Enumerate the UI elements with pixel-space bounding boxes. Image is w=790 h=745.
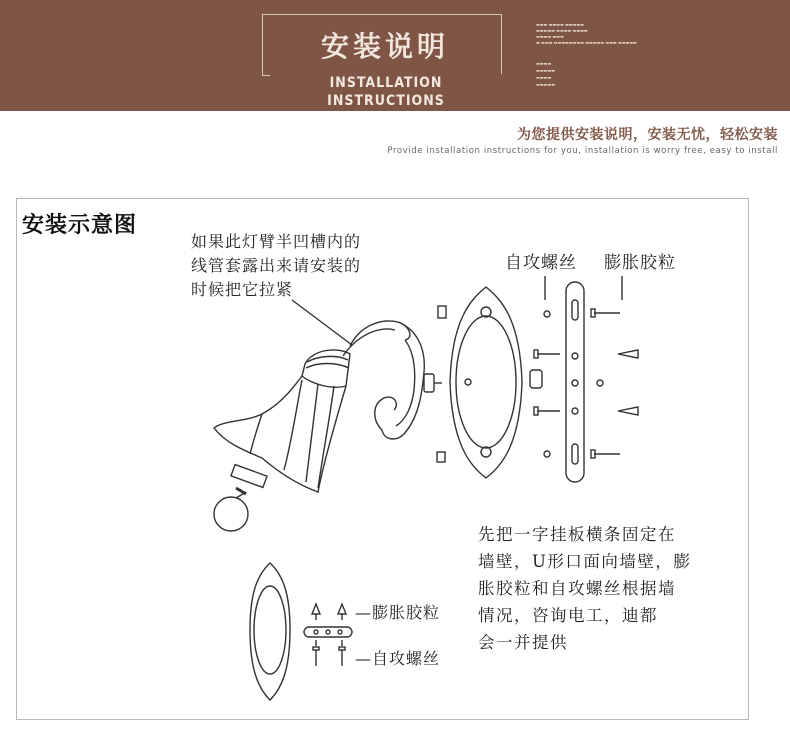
lamp-arm-upper <box>350 321 410 346</box>
mounting-note-line: 胀胶粒和自攻螺丝根据墙 <box>478 579 676 598</box>
lamp-arm-scroll <box>375 397 397 430</box>
small-screw-label: —自攻螺丝 <box>355 649 441 668</box>
nut-part <box>438 306 446 318</box>
lamp-arm-curve-inner <box>396 340 415 426</box>
nut-part <box>530 370 542 388</box>
decorative-text-block-2: ▬▬▬▬ ▬▬▬▬▬ ▬▬▬▬ ▬▬▬▬▬ <box>536 61 555 87</box>
shade-rib <box>250 414 262 454</box>
arm-note-line: 时候把它拉紧 <box>191 280 294 299</box>
small-wall-plate-inner <box>254 586 286 674</box>
expansion-anchor-icon <box>618 350 638 415</box>
small-wall-plate <box>250 563 290 700</box>
small-screw-icon <box>313 640 345 666</box>
self-tapping-screw-icon <box>534 350 560 415</box>
light-bulb-icon <box>214 497 248 531</box>
mounting-note-line: 先把一字挂板横条固定在 <box>478 525 676 544</box>
mounting-bar <box>566 282 584 482</box>
tagline-cn: 为您提供安装说明，安装无忧，轻松安装 <box>517 127 778 143</box>
tagline-en: Provide installation instructions for you, installation is worry free, easy to install <box>387 146 778 156</box>
page-title: 安装说明 <box>320 30 449 63</box>
arm-note-line: 线管套露出来请安装的 <box>191 256 362 275</box>
wall-plate-hole <box>465 379 471 385</box>
pointer-line <box>292 300 352 345</box>
self-tapping-screw-label: 自攻螺丝 <box>505 253 577 273</box>
diagram-title: 安装示意图 <box>22 212 138 238</box>
nut-part <box>437 452 445 462</box>
wood-screw-icon <box>591 309 620 458</box>
bulb-socket <box>231 465 267 488</box>
mounting-note-line: 墙壁，U形口面向墙壁，膨 <box>478 552 692 571</box>
lamp-holder-band <box>307 356 348 362</box>
shade-rib <box>284 380 302 470</box>
page-subtitle: INSTALLATION INSTRUCTIONS <box>270 74 502 110</box>
shade-rib <box>306 384 318 482</box>
arm-mount-plate <box>424 374 434 392</box>
arm-note-line: 如果此灯臂半凹槽内的 <box>191 232 362 251</box>
small-mounting-bar <box>304 627 352 637</box>
decorative-text-block: ▬▬▬ ▬▬▬▬ ▬▬▬▬▬ ▬▬▬▬▬ ▬▬▬▬ ▬▬▬▬ ▬▬▬▬ ▬▬▬ ▬ ▬▬▬ ▬▬▬▬▬▬▬▬ ▬▬▬▬▬ ▬▬▬ ▬▬▬▬▬ <box>536 22 637 45</box>
expansion-anchor-label: 膨胀胶粒 <box>604 253 676 273</box>
small-anchor-label: —膨胀胶粒 <box>355 603 441 622</box>
lamp-arm-upper-inner <box>343 329 395 356</box>
small-anchor-icon <box>312 604 346 620</box>
mounting-note-line: 会一并提供 <box>478 633 568 652</box>
lamp-arm-curve <box>382 322 424 439</box>
mounting-note-line: 情况，咨询电工，迪都 <box>478 606 658 625</box>
lamp-holder-band <box>306 364 349 369</box>
